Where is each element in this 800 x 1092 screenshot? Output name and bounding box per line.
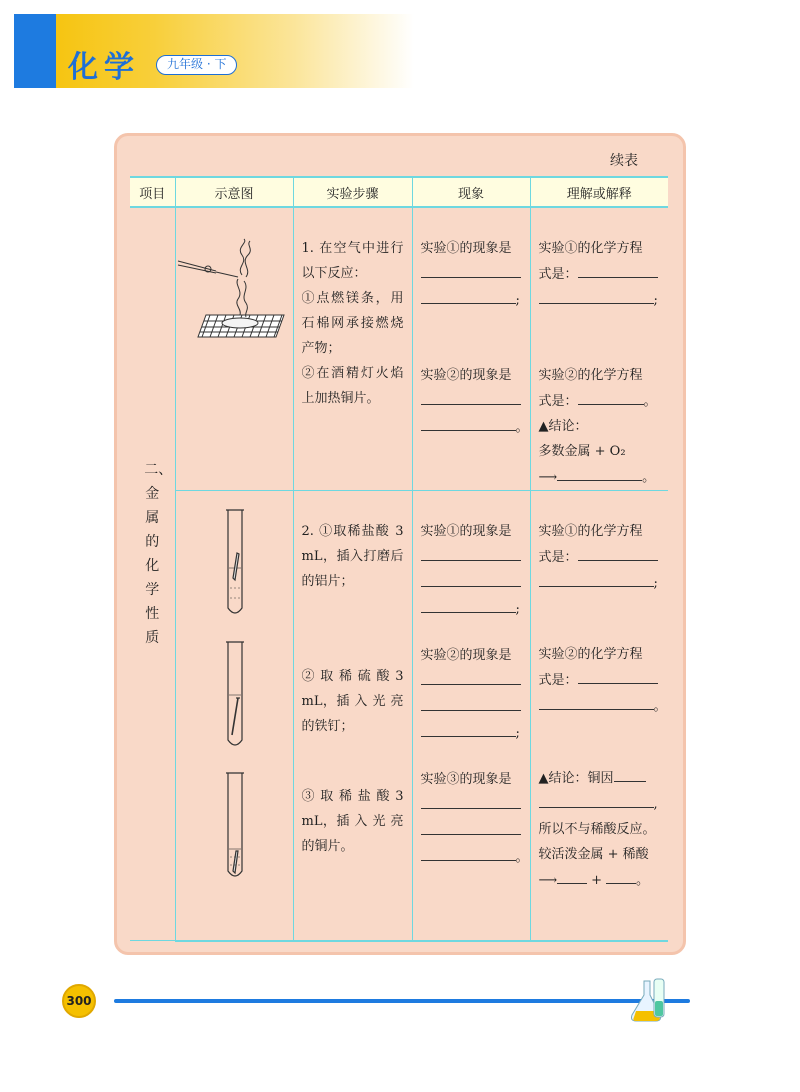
conclusion-label: ▲结论：铜因: [538, 771, 614, 786]
grade-badge: 九年级 · 下: [156, 55, 237, 75]
test-tube-copper: [224, 771, 246, 881]
step-line: ② 取 稀 硫 酸 3 mL，插 入 光 亮的铁钉；: [301, 669, 404, 734]
explanation-text: 多数金属 + O₂: [538, 444, 626, 459]
answer-blank[interactable]: [421, 414, 516, 431]
answer-blank[interactable]: [421, 844, 516, 861]
answer-blank[interactable]: [421, 792, 521, 809]
answer-blank[interactable]: [614, 765, 646, 782]
explanation-cell-2: [530, 491, 668, 941]
table-header-row: [130, 177, 668, 207]
steps-cell-1: [293, 207, 412, 491]
answer-blank[interactable]: [539, 287, 654, 304]
phenomenon-text: 实验②的现象是: [420, 368, 512, 383]
arrow: ⟶: [538, 470, 558, 485]
explanation-text: 式是：: [538, 267, 578, 282]
answer-blank[interactable]: [578, 667, 658, 684]
explanation-text: 较活泼金属 + 稀酸: [538, 847, 649, 862]
book-title: 化学: [68, 50, 140, 85]
plus-sign: +: [591, 873, 603, 888]
punct: ;: [515, 602, 520, 617]
explanation-text: 式是：: [538, 394, 578, 409]
steps-cell-2: [293, 491, 412, 941]
explanation-text: 式是：: [538, 550, 578, 565]
answer-blank[interactable]: [578, 544, 658, 561]
conclusion-label: ▲结论：: [538, 419, 588, 434]
punct: 。: [643, 394, 657, 409]
answer-blank[interactable]: [421, 694, 521, 711]
lab-flasks-icon: [622, 975, 672, 1025]
punct: 。: [642, 470, 656, 485]
answer-blank[interactable]: [539, 791, 654, 808]
category-label: 二、金属的化学性质: [144, 462, 173, 646]
answer-blank[interactable]: [421, 388, 521, 405]
answer-blank[interactable]: [606, 867, 636, 884]
step-line: ③ 取 稀 盐 酸 3 mL，插 入 光 亮的铜片。: [301, 789, 404, 854]
step-line: 2. ①取稀盐酸 3 mL，插入打磨后的铝片；: [301, 524, 404, 589]
header-diagram: 示意图: [175, 177, 293, 207]
header-explanation: 理解或解释: [530, 177, 668, 207]
punct: ;: [653, 293, 658, 308]
continued-label: 续表: [610, 153, 638, 169]
header-phenomenon: 现象: [412, 177, 530, 207]
explanation-text: 实验①的化学方程: [538, 524, 643, 539]
explanation-text: 实验①的化学方程: [538, 241, 643, 256]
step-line: ②在酒精灯火焰上加热铜片。: [301, 366, 404, 406]
step-line: ①点燃镁条，用石棉网承接燃烧产物；: [301, 291, 404, 356]
answer-blank[interactable]: [421, 720, 516, 737]
punct: ;: [653, 576, 658, 591]
arrow: ⟶: [538, 873, 558, 888]
punct: ;: [515, 726, 520, 741]
phenomenon-text: 实验①的现象是: [420, 524, 512, 539]
punct: 。: [653, 699, 667, 714]
answer-blank[interactable]: [421, 818, 521, 835]
phenomenon-text: 实验③的现象是: [420, 772, 512, 787]
answer-blank[interactable]: [421, 261, 521, 278]
phenomenon-text: 实验①的现象是: [420, 241, 512, 256]
answer-blank[interactable]: [539, 570, 654, 587]
header-item: 项目: [130, 177, 175, 207]
answer-blank[interactable]: [557, 464, 642, 481]
answer-blank[interactable]: [421, 596, 516, 613]
test-tube-aluminum: [224, 508, 246, 618]
punct: 。: [515, 850, 529, 865]
explanation-text: 实验②的化学方程: [538, 647, 643, 662]
phenomenon-text: 实验②的现象是: [420, 648, 512, 663]
header-accent-bar: [14, 14, 56, 88]
explanation-text: 所以不与稀酸反应。: [538, 822, 656, 837]
answer-blank[interactable]: [578, 261, 658, 278]
footer-rule: [114, 999, 690, 1003]
answer-blank[interactable]: [421, 570, 521, 587]
category-cell: [130, 207, 175, 941]
explanation-text: 实验②的化学方程: [538, 368, 643, 383]
answer-blank[interactable]: [421, 544, 521, 561]
table-row: [130, 491, 668, 941]
punct: ;: [515, 293, 520, 308]
punct: 。: [515, 420, 529, 435]
test-tube-iron-nail: [224, 640, 246, 750]
answer-blank[interactable]: [421, 287, 516, 304]
step-line: 1. 在空气中进行以下反应：: [301, 241, 404, 281]
burning-magnesium-illustration: [176, 237, 288, 347]
answer-blank[interactable]: [557, 867, 587, 884]
punct: 。: [636, 873, 650, 888]
explanation-text: 式是：: [538, 673, 578, 688]
answer-blank[interactable]: [578, 388, 644, 405]
explanation-cell-1: [530, 207, 668, 491]
page-number: 300: [62, 984, 96, 1018]
phenomenon-cell-1: [412, 207, 530, 491]
answer-blank[interactable]: [421, 668, 521, 685]
punct: ,: [653, 797, 658, 812]
answer-blank[interactable]: [539, 693, 654, 710]
phenomenon-cell-2: [412, 491, 530, 941]
header-steps: 实验步骤: [293, 177, 412, 207]
